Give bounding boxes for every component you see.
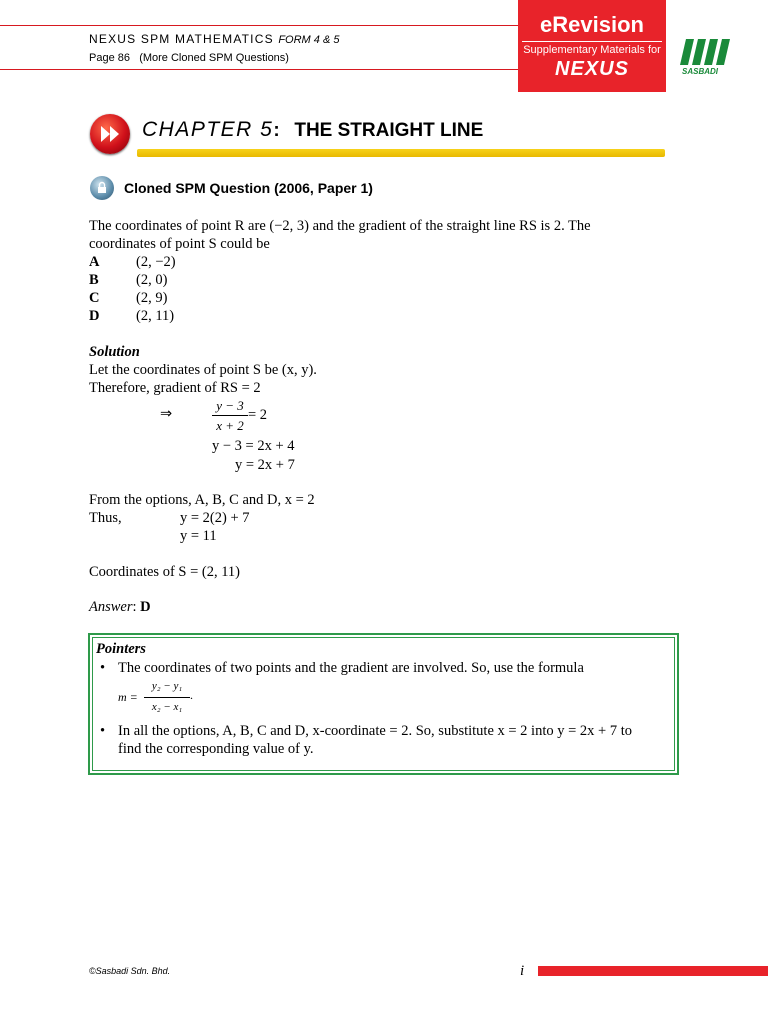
footer-page-number: i: [520, 963, 525, 979]
page-label: Page: [89, 52, 115, 64]
publisher-logo-text: SASBADI: [682, 67, 719, 76]
question-line-1: The coordinates of point R are (−2, 3) and the gradient of the straight line RS is 2. The: [89, 218, 591, 234]
chapter-heading: [142, 118, 483, 142]
pointer-2-line-2: find the corresponding value of y.: [118, 741, 314, 757]
thus-line-2: y = 11: [180, 528, 217, 544]
chapter-fast-forward-icon: [90, 114, 130, 154]
header-rule-top: [0, 25, 518, 26]
banner-divider: [522, 41, 662, 42]
page-number: 86: [117, 52, 131, 64]
option-value: (2, −2): [136, 254, 176, 270]
option-value: (2, 9): [136, 290, 168, 306]
formula-lhs: m =: [118, 690, 138, 704]
option-letter: A: [89, 254, 100, 270]
header-page-info: [89, 52, 289, 64]
fraction-numerator: y − 3: [216, 398, 244, 413]
answer-line: Answer: D: [89, 599, 151, 615]
lock-icon: [90, 176, 114, 200]
formula-bar: [144, 697, 190, 698]
option-letter: C: [89, 290, 100, 306]
fraction-denominator: x + 2: [216, 418, 244, 433]
solution-step-2: y = 2x + 7: [235, 457, 295, 473]
option-value: (2, 11): [136, 308, 175, 324]
option-letter: D: [89, 308, 100, 324]
pointers-heading: Pointers: [96, 641, 146, 657]
pointer-1-text: The coordinates of two points and the gradient are involved. So, use the formula: [118, 660, 584, 676]
pointer-2-line-1: In all the options, A, B, C and D, x-coordinate = 2. So, substitute x = 2 into y = 2x + 7 to: [118, 723, 632, 739]
answer-label: Answer: [89, 599, 133, 615]
formula-numerator: y₂ − y₁: [151, 680, 183, 692]
erevision-title: eRevision: [540, 12, 644, 37]
chapter-title: THE STRAIGHT LINE: [294, 120, 484, 141]
supplementary-text: Supplementary Materials for: [523, 44, 661, 56]
bullet-icon: •: [100, 723, 106, 739]
chapter-colon: :: [273, 120, 280, 141]
option-value: (2, 0): [136, 272, 168, 288]
series-name: NEXUS SPM MATHEMATICS: [89, 32, 274, 46]
thus-line-1: y = 2(2) + 7: [180, 510, 250, 526]
fraction-bar: [212, 415, 248, 416]
chapter-underline-bar: [137, 149, 665, 157]
fraction-equals: = 2: [248, 407, 268, 423]
footer-copyright: ©Sasbadi Sdn. Bhd.: [89, 966, 171, 976]
nexus-title: NEXUS: [555, 58, 629, 80]
form-label: FORM 4 & 5: [278, 34, 340, 46]
erevision-banner: [518, 0, 666, 92]
option-letter: B: [89, 272, 99, 288]
solution-line-1: Let the coordinates of point S be (x, y).: [89, 362, 317, 378]
answer-value: D: [140, 599, 151, 615]
header-title: [89, 32, 339, 46]
formula-denominator: x₂ − x₁: [151, 701, 183, 713]
question-line-2: coordinates of point S could be: [89, 236, 270, 252]
section-title: Cloned SPM Question (2006, Paper 1): [124, 180, 373, 196]
thus-label: Thus,: [89, 510, 122, 526]
bullet-icon: •: [100, 660, 106, 676]
footer-red-bar: [538, 966, 768, 976]
coordinates-result: Coordinates of S = (2, 11): [89, 564, 241, 580]
solution-heading: Solution: [89, 344, 140, 360]
formula-period: .: [190, 688, 193, 702]
page-note: (More Cloned SPM Questions): [139, 52, 289, 64]
solution-step-1: y − 3 = 2x + 4: [212, 438, 295, 454]
header-rule-bottom: [0, 69, 518, 70]
chapter-label: CHAPTER 5: [142, 118, 274, 141]
solution-line-2: Therefore, gradient of RS = 2: [89, 380, 261, 396]
implies-symbol: ⇒: [160, 406, 173, 422]
options-line: From the options, A, B, C and D, x = 2: [89, 492, 315, 508]
